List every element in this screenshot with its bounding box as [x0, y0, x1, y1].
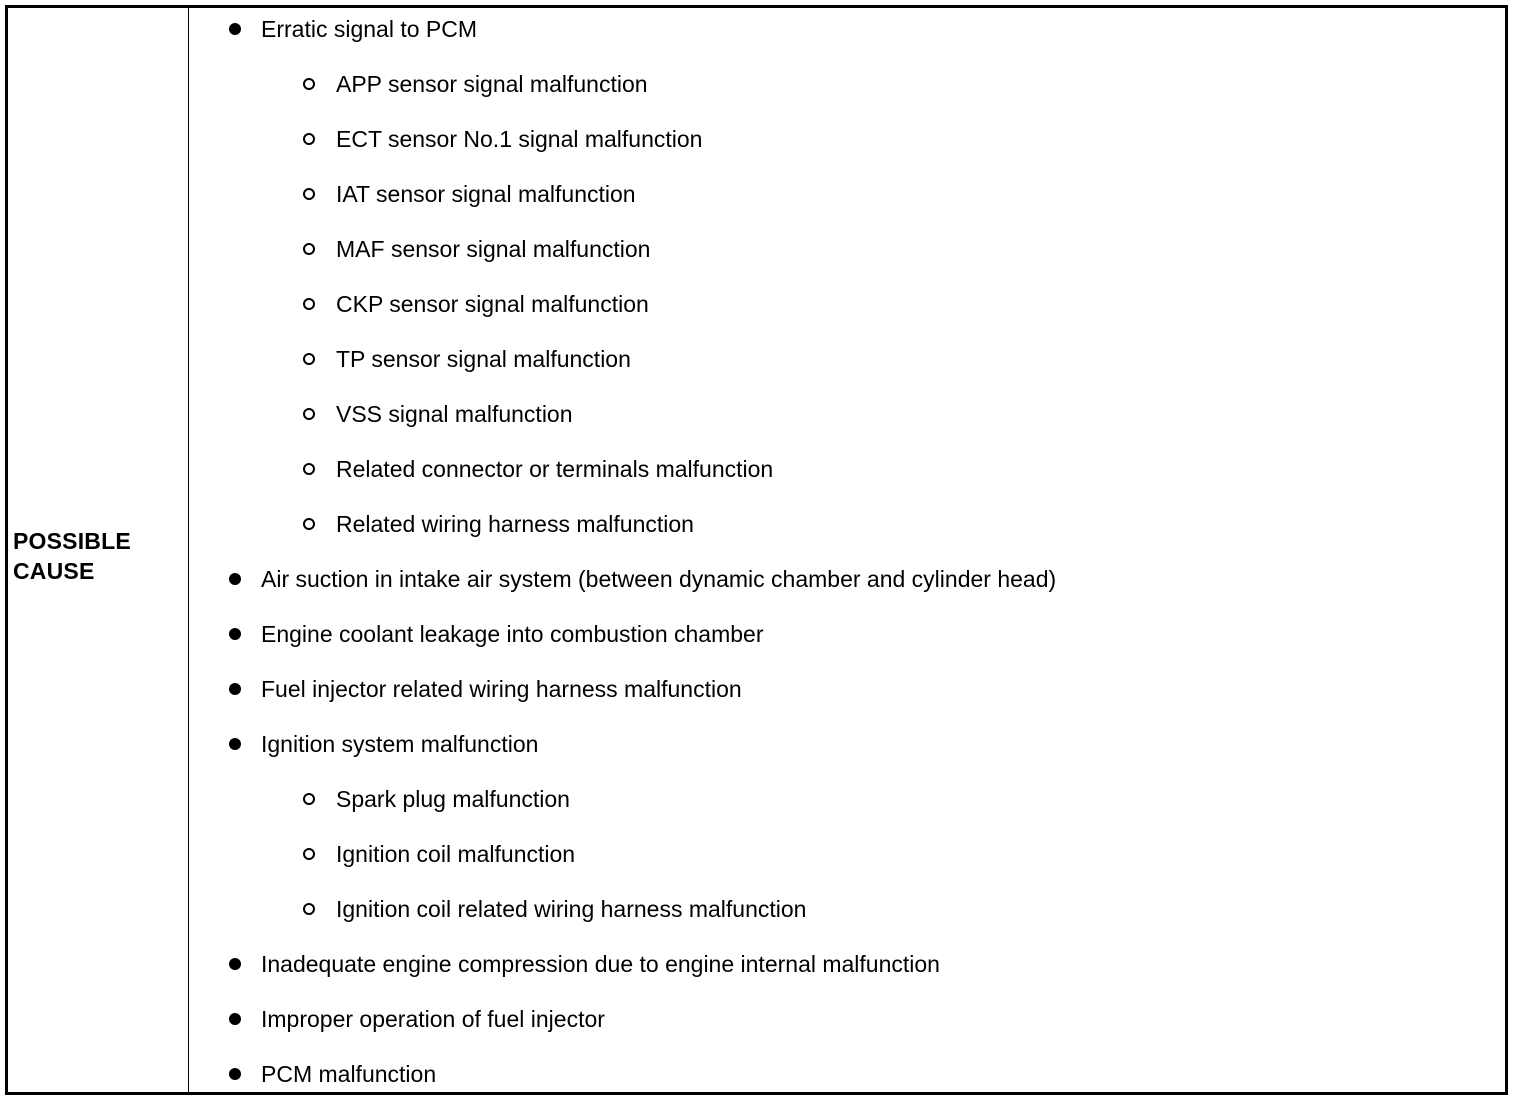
hollow-bullet-icon [303, 463, 315, 475]
filled-bullet-icon [229, 683, 241, 695]
hollow-bullet-icon [303, 518, 315, 530]
filled-bullet-icon [229, 1068, 241, 1080]
filled-bullet-icon [229, 1013, 241, 1025]
cause-text: Ignition system malfunction [261, 731, 539, 757]
cause-text: MAF sensor signal malfunction [336, 236, 651, 262]
hollow-bullet-icon [303, 133, 315, 145]
hollow-bullet-icon [303, 903, 315, 915]
cause-text: Air suction in intake air system (between dynamic chamber and cylinder head) [261, 566, 1057, 592]
filled-bullet-icon [229, 958, 241, 970]
hollow-bullet-icon [303, 353, 315, 365]
filled-bullet-icon [229, 573, 241, 585]
hollow-bullet-icon [303, 408, 315, 420]
cause-text: IAT sensor signal malfunction [336, 181, 636, 207]
cause-text: ECT sensor No.1 signal malfunction [336, 126, 703, 152]
cause-text: TP sensor signal malfunction [336, 346, 631, 372]
hollow-bullet-icon [303, 298, 315, 310]
cause-text: Related connector or terminals malfunction [336, 456, 774, 482]
hollow-bullet-icon [303, 188, 315, 200]
row-label-line-2: CAUSE [13, 558, 95, 584]
cause-text: PCM malfunction [261, 1061, 437, 1087]
cause-text: Inadequate engine compression due to engine internal malfunction [261, 951, 940, 977]
filled-bullet-icon [229, 23, 241, 35]
cause-text: Related wiring harness malfunction [336, 511, 694, 537]
cause-text: Ignition coil malfunction [336, 841, 576, 867]
hollow-bullet-icon [303, 793, 315, 805]
hollow-bullet-icon [303, 848, 315, 860]
cause-text: Ignition coil related wiring harness malfunction [336, 896, 807, 922]
cause-text: Fuel injector related wiring harness malfunction [261, 676, 742, 702]
filled-bullet-icon [229, 738, 241, 750]
cause-text: CKP sensor signal malfunction [336, 291, 649, 317]
cause-text: Erratic signal to PCM [261, 16, 478, 42]
cause-text: Engine coolant leakage into combustion chamber [261, 621, 764, 647]
cause-text: Improper operation of fuel injector [261, 1006, 605, 1032]
cause-text: Spark plug malfunction [336, 786, 570, 812]
hollow-bullet-icon [303, 243, 315, 255]
row-label-line-1: POSSIBLE [13, 528, 131, 554]
cause-text: VSS signal malfunction [336, 401, 573, 427]
cause-text: APP sensor signal malfunction [336, 71, 648, 97]
filled-bullet-icon [229, 628, 241, 640]
hollow-bullet-icon [303, 78, 315, 90]
